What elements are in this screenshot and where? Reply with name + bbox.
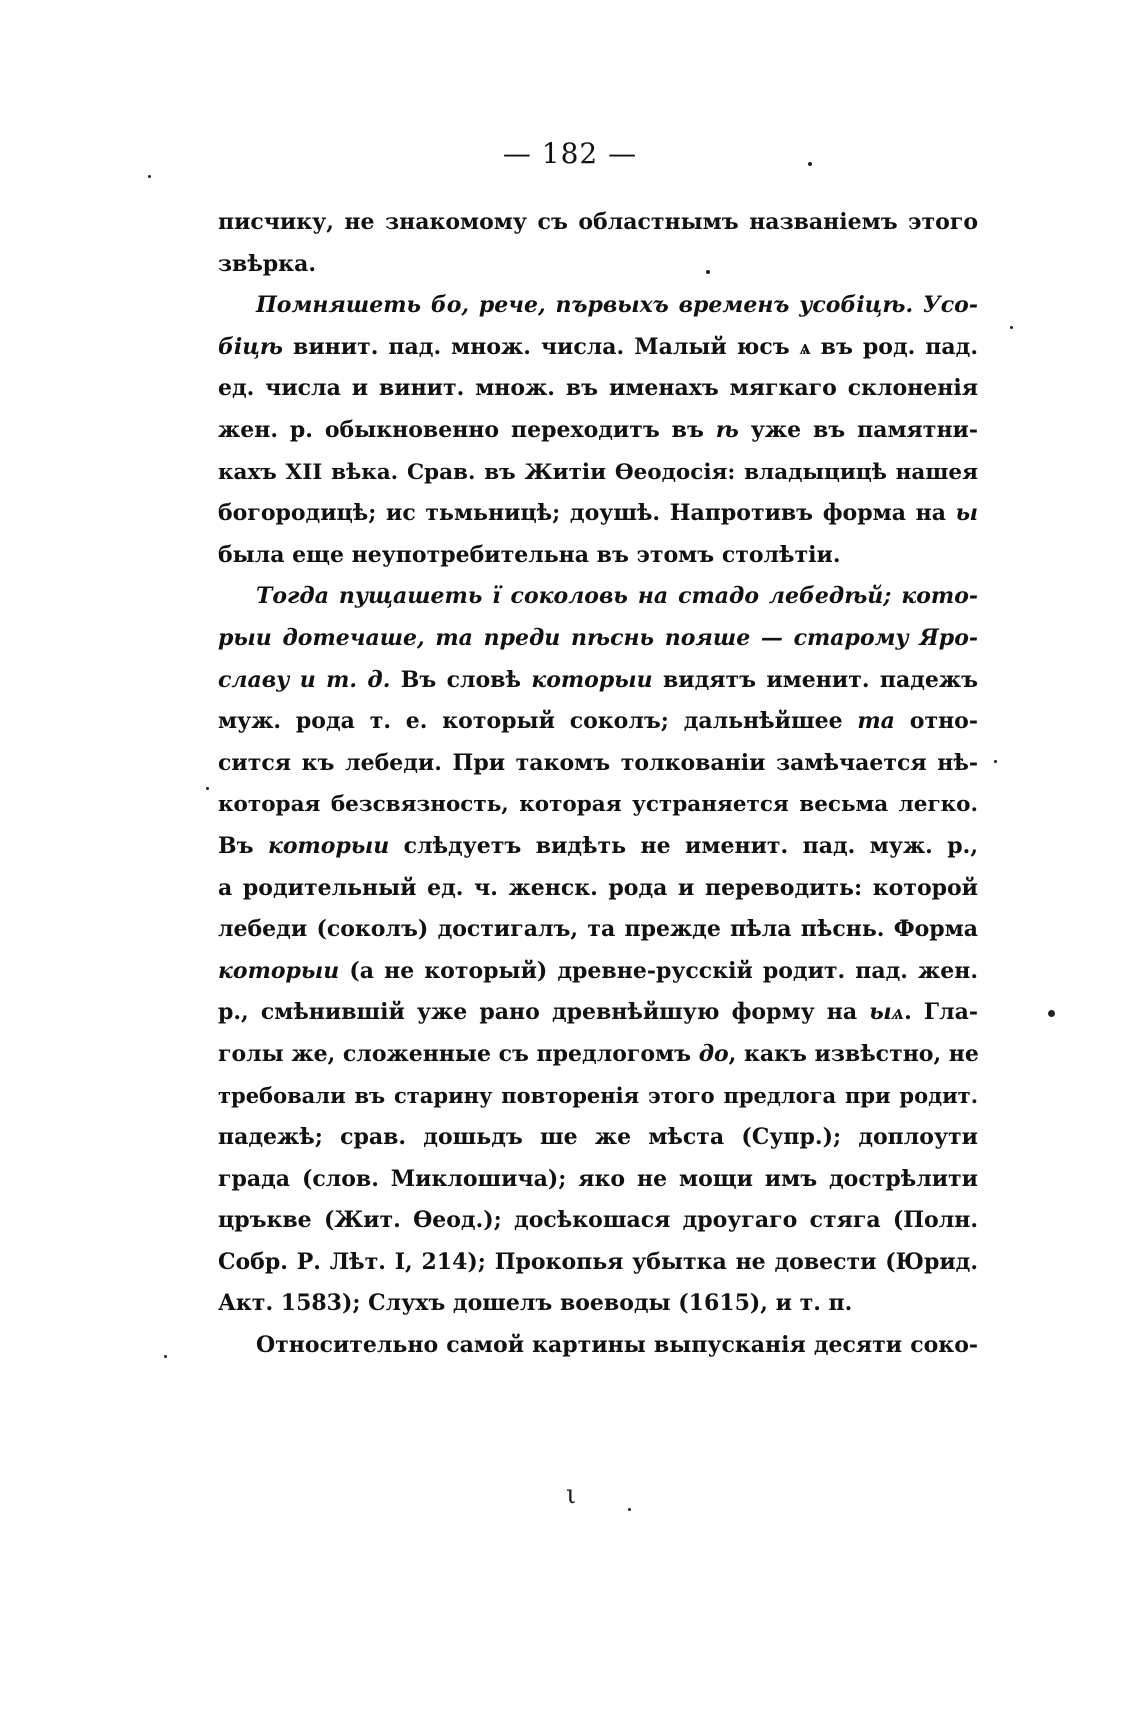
scan-speck: [148, 175, 151, 178]
text-line: [218, 1075, 978, 1117]
text-segment: была еще неупотребительна въ этомъ столѣтіи.: [218, 541, 841, 568]
text-segment: Въ словѣ: [390, 666, 532, 693]
text-segment: писчику, не знакомому съ областнымъ названіемъ этого: [218, 209, 978, 235]
italic-segment: та: [857, 708, 895, 735]
text-segment: требовали въ старину повторенія этого предлога при родит.: [218, 1083, 978, 1109]
text-line: [218, 368, 978, 410]
italic-segment: рыи дотечаше, та преди пѣснь пояше — старому Яро-: [218, 624, 978, 651]
text-line: [218, 1159, 978, 1201]
text-segment: муж. рода т. е. который соколъ; дальнѣйшее: [218, 708, 858, 735]
italic-segment: біцѣ: [218, 333, 284, 360]
text-segment: (а не который) древне-русскій родит. пад. жен.: [339, 957, 978, 984]
scan-speck: [808, 162, 812, 166]
text-segment: града (слов. Миклошича); яко не мощи имъ дострѣлити: [218, 1165, 978, 1192]
italic-segment: до: [698, 1040, 729, 1067]
text-line: [218, 909, 978, 951]
text-segment: сится къ лебеди. При такомъ толкованіи замѣчается нѣ-: [218, 749, 978, 776]
text-line: [218, 244, 978, 286]
scan-speck: [706, 270, 710, 274]
scan-speck: [1010, 326, 1013, 329]
text-line: [218, 660, 978, 702]
text-segment: голы же, сложенные съ предлогомъ: [218, 1040, 699, 1067]
scan-speck: [1048, 1010, 1055, 1017]
text-line: [218, 452, 978, 494]
text-line: [218, 992, 978, 1034]
text-line: [218, 618, 978, 660]
italic-segment: которыи: [218, 957, 340, 984]
text-line: [218, 784, 978, 826]
text-line: [218, 701, 978, 743]
text-line: [218, 327, 978, 369]
italic-segment: ѣ: [715, 416, 739, 443]
text-segment: лебеди (соколъ) достигалъ, та прежде пѣла пѣснь. Форма: [218, 916, 978, 943]
scan-speck: [206, 787, 209, 790]
text-segment: падежѣ; срав. дошьдъ ше же мѣста (Супр.); доплоути: [218, 1124, 978, 1151]
text-line: [218, 1325, 978, 1367]
text-line: [218, 868, 978, 910]
text-segment: звѣрка.: [218, 250, 316, 277]
text-segment: Акт. 1583); Слухъ дошелъ воеводы (1615), и т. п.: [218, 1290, 853, 1317]
text-line: [218, 576, 978, 618]
text-line: [218, 1242, 978, 1284]
italic-segment: Помняшеть бо, рече, първыхъ временъ усобіцѣ. Усо-: [256, 292, 978, 319]
text-segment: Собр. Р. Лѣт. I, 214); Прокопья убытка не довести (Юрид.: [218, 1248, 978, 1275]
text-line: [218, 951, 978, 993]
text-line: [218, 1117, 978, 1159]
text-segment: уже въ памятни-: [738, 416, 978, 443]
text-segment: . Гла-: [904, 999, 978, 1026]
italic-segment: ы: [955, 500, 978, 527]
italic-segment: ыѧ: [869, 999, 905, 1026]
text-segment: богородицѣ; ис тьмьницѣ; доушѣ. Напротивъ форма на: [218, 500, 956, 527]
scan-speck: [164, 1355, 167, 1358]
italic-segment: Тогда пущашеть ї соколовь на стадо лебедѣй; кото-: [256, 583, 978, 610]
text-segment: , какъ извѣстно, не: [728, 1040, 979, 1067]
text-line: [218, 493, 978, 535]
text-line: [218, 826, 978, 868]
italic-segment: которыи: [267, 832, 390, 859]
text-line: [218, 410, 978, 452]
italic-segment: которыи: [531, 666, 653, 693]
text-segment: Въ: [218, 832, 268, 859]
text-line: [218, 1283, 978, 1325]
text-line: [218, 743, 978, 785]
text-segment: ед. числа и винит. множ. въ именахъ мягкаго склоненія: [218, 375, 978, 402]
text-line: [218, 285, 978, 327]
scan-speck: [994, 760, 997, 763]
text-segment: винит. пад. множ. числа. Малый юсъ ѧ въ род. пад.: [283, 333, 978, 360]
text-segment: отно-: [894, 708, 978, 735]
text-line: [218, 1034, 978, 1076]
text-segment: цръкве (Жит. Өеод.); досѣкошася дроугаго стяга (Полн.: [218, 1207, 978, 1234]
text-segment: Относительно самой картины выпусканія десяти соко-: [256, 1332, 978, 1359]
text-segment: видятъ именит. падежъ: [652, 666, 978, 693]
text-line: [218, 202, 978, 244]
text-segment: которая безсвязность, которая устраняется весьма легко.: [218, 792, 978, 818]
italic-segment: славу и т. д.: [218, 666, 391, 693]
footer-mark: ι: [566, 1480, 577, 1510]
text-segment: р., смѣнившій уже рано древнѣйшую форму на: [218, 999, 870, 1026]
text-segment: жен. р. обыкновенно переходитъ въ: [218, 416, 716, 443]
body-text: [218, 202, 978, 1367]
text-line: [218, 1200, 978, 1242]
text-segment: кахъ XII вѣка. Срав. въ Житіи Өеодосія: владыцицѣ нашея: [218, 459, 978, 485]
text-line: [218, 535, 978, 577]
text-segment: а родительный ед. ч. женск. рода и переводить: которой: [218, 874, 978, 901]
page-number: — 182 —: [502, 137, 638, 170]
text-segment: слѣдуетъ видѣть не именит. пад. муж. р.,: [389, 832, 978, 859]
scan-speck: [628, 1508, 631, 1511]
